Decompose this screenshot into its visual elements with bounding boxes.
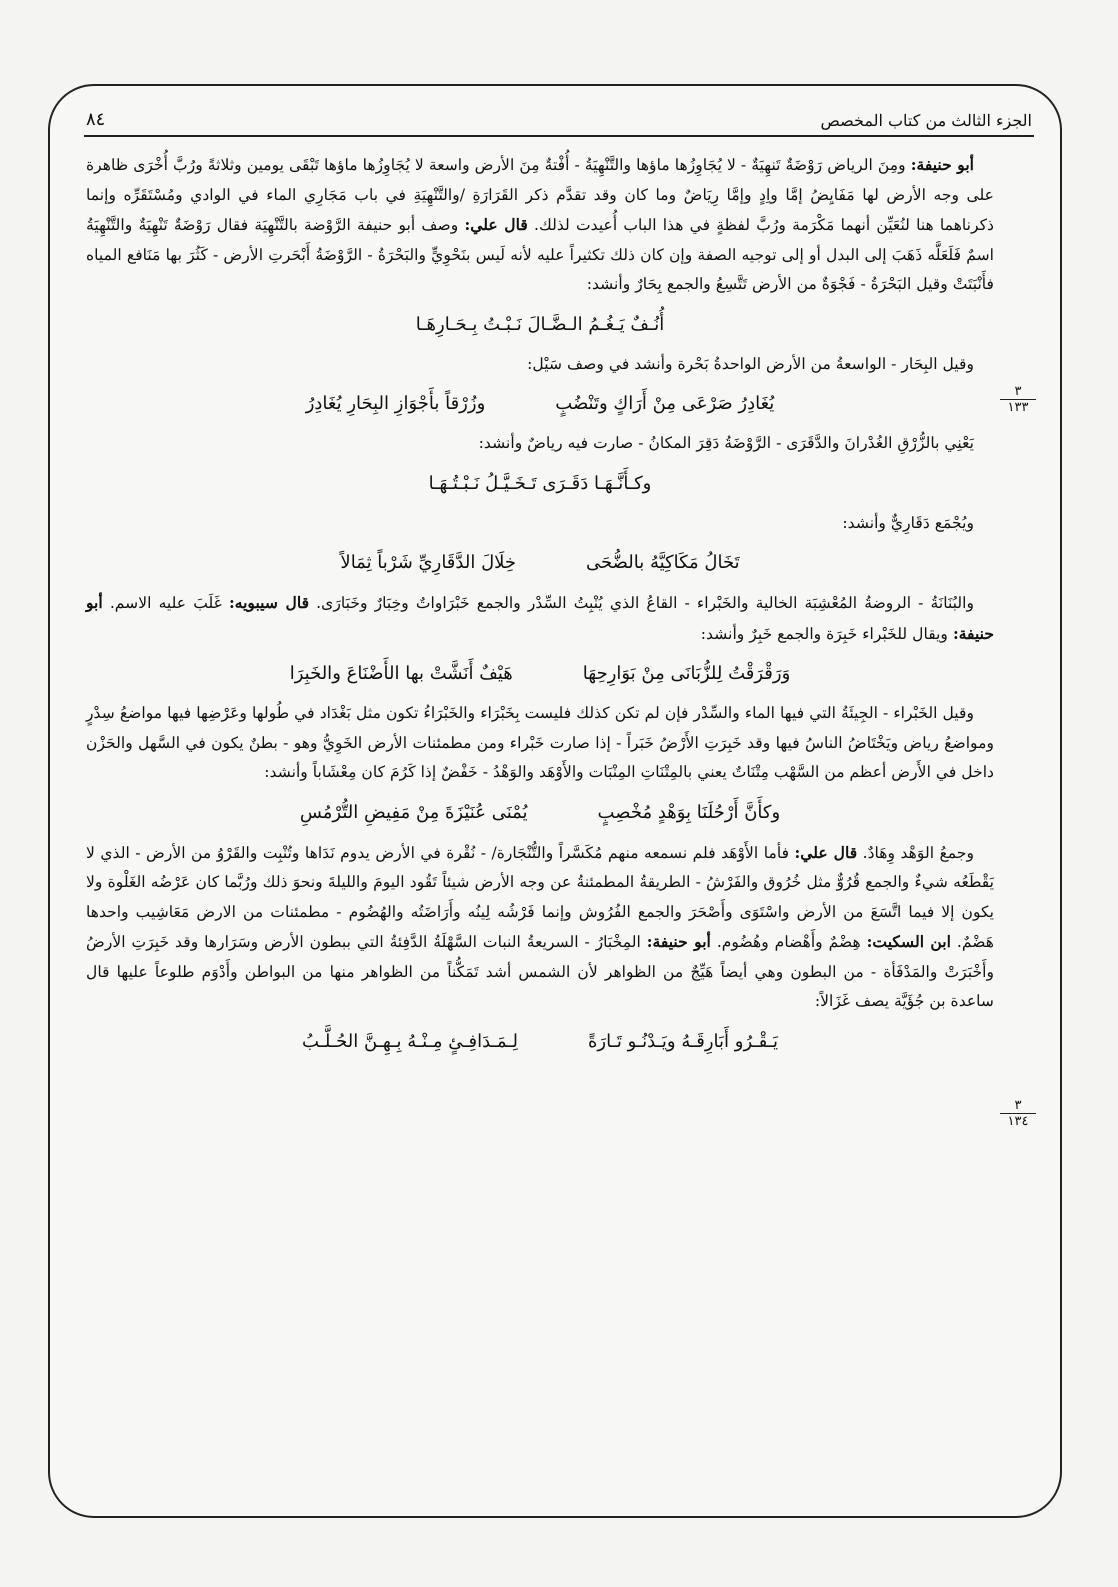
verse-3: وكـأَنَّـهَـا دَقَـرَى تَـخَـيَّـلُ نَـبْـتُـهَـا [428, 472, 652, 494]
margin-note-2 [1000, 1098, 1036, 1129]
verse-1: أُنُـفٌ يَـغُـمُ الـضَّـالَ نَـبْـتُ بِـحَـارِهَـا [415, 313, 665, 335]
verse-6 [86, 788, 994, 838]
speaker-label: قال علي: [794, 842, 858, 862]
verse-7 [86, 1017, 994, 1067]
verse-hemistich-second: وزُرْقاً بأَجْوَازِ البِحَارِ يُغَادِرُ [305, 393, 486, 414]
verse-hemistich-second: يُمْنَى عُنَيْزَةَ مِنْ مَفِيضِ التُّرْمُسِ [299, 801, 528, 823]
paragraph-2: وقيل البِحَار - الواسعةُ من الأرض الواحدةُ بَحْرة وأنشد في وصف سَيْل: [527, 354, 974, 373]
margin-note-2-top: ٣ [1000, 1098, 1036, 1114]
speaker-label: أبو حنيفة: [646, 932, 711, 951]
margin-note-1-bottom: ١٣٣ [1007, 400, 1029, 415]
paragraph-text: المِخْبَارُ - السريعةُ النبات السَّهْلَةُ الدَّفِئةُ التي ببطون الأرض وسَرَارها وقد خَبِرَتِ الأرضُ وأَخْبَرَتْ والمَدْفَأة - من البطون وهي أيضاً هَيِّجٌ من الظواهر لأن الشمس أشد تَمَكُّناً من الظواهر منها من البواطن وأَدْوَم طلوعاً عليها قال ساعدة بن جُؤَيَّة يصف غَزَالاً: [86, 933, 994, 1010]
margin-note-1-top: ٣ [1000, 384, 1036, 400]
page-body [86, 150, 994, 1067]
paragraph-text: غَلَبَ عليه الاسم. [109, 594, 222, 612]
speaker-label: قال سيبويه: [228, 593, 310, 612]
margin-note-2-bottom: ١٣٤ [1007, 1114, 1029, 1129]
paragraph-text: والبُنَانَةُ - الروضةُ المُعْشِبَة الخالية والخَبْراء - القاعُ الذي يُنْبِتُ السِّدْر والجمع خَبْرَاواتٌ وخِبَارٌ وخَبَارَى. [316, 594, 974, 612]
speaker-label: أبو حنيفة: [910, 155, 974, 174]
paragraph-text: ويقال للخَبْراء خَبِرَة والجمع خَبِرٌ وأنشد: [700, 624, 948, 643]
verse-2 [86, 379, 994, 429]
verse-hemistich-second: لِـمَـدَافِـئٍ مِـنْـهُ بِـهِـنَّ الحُـلَّـبُ [301, 1030, 518, 1052]
verse-hemistich-first: يُغَادِرُ صَرْعَى مِنْ أَرَاكٍ وتَنْضُبٍ [555, 393, 775, 414]
verse-4 [86, 538, 994, 588]
paragraph-5 [86, 588, 994, 649]
paragraph-text: هِضْمٌ وأَهْضام وهُضُوم. [716, 933, 861, 951]
paragraph-text: ومِنَ الرياض رَوْضَةٌ تَنهِيَةٌ - لا يُجَاوِزُها ماؤها والتَّنْهِيَةُ - أُفْتةٌ مِنَ الأرض واسعة لا يُجَاوِزُها ماؤها تَبْقَى يومين وثلاثةً ورُبَّ أُخْرَى ظاهرة على وجه الأرض لها مَفَايِضُ إمَّا واِدٍ وإمَّا رِيَاضٌ وما كان وقد تقدَّم ذكر القَرَارَةِ /والتَّنْهِيَةِ في باب مَجَارِي الماء في الوادي ومُسْتَقَرِّه وإنما ذكرناهما هنا لنُعَيِّن أنهما مَكْرَمة ورُبَّ لفظةٍ في هذا الباب أُعيدت لذلك. [86, 156, 994, 234]
header-divider [84, 135, 1034, 137]
running-title: الجزء الثالث من كتاب المخصص [820, 111, 1032, 130]
paragraph-text: وجمعُ الوَهْد وِهَادٌ. [862, 843, 974, 862]
verse-hemistich-first: وكأَنَّ أَرْحُلَنَا بِوَهْدٍ مُخْصِبٍ [597, 801, 781, 823]
paragraph-6: وقيل الخَبْراء - الجِيئَةُ التي فيها الماء والسِّدْر فإن لم تكن كذلك فليست بِخَبْرَاء والخَبْرَاءُ تكون مثل بَغْدَاد في طُولها وعَرْضِها فيها مواضعُ سِدْرٍ ومواضعُ رياض ويَخْتَاضُ الناسُ فيها وقد خَبِرَتِ الأَرْضُ خَبَراً - إذا صارت خَبْراء ومن مطمئنات الأرض الخَوِيُّ وهو - بطنٌ يكون في السَّهل والحَزْن داخل في الأَرض أعظم من السَّهْب مِتْنَاتٌ يعني بالمِتْنَاتِ المِنْبَات والأَوْهَد والوَهْدُ - خَفْضٌ إذا كَرُمَ كان مِعْشَاباً وأنشد: [86, 704, 994, 781]
speaker-label: قال علي: [464, 215, 528, 234]
paragraph-4: ويُجْمَع دَقَارِيٌّ وأنشد: [842, 513, 974, 532]
verse-hemistich-first: تَخَالُ مَكَاكِيَّهُ بالضُّحَى [586, 552, 740, 573]
page-header [86, 104, 1032, 130]
margin-note-1 [1000, 384, 1036, 415]
speaker-label: ابن السكيت: [866, 932, 951, 951]
verse-hemistich-second: خِلَالَ الدَّقَارِيِّ شَرْباً ثِمَالاً [340, 552, 517, 573]
speaker-label: أبو حنيفة: [86, 593, 994, 643]
verse-hemistich-first: وَرَقْرَقْتُ لِلزُّبَانَى مِنْ بَوَارِحِهَا [582, 663, 791, 684]
paragraph-7 [86, 838, 994, 1017]
verse-hemistich-second: هَيْفٌ أَنَشَّتْ بها الأَضْنَاعَ والخَبِرَا [289, 663, 513, 684]
verse-hemistich-first: يَـقْـرُو أَبَارِقَـهُ ويَـدْنُـو تَـارَةً [587, 1030, 779, 1052]
verse-5 [86, 649, 994, 699]
page-number: ٨٤ [86, 109, 106, 130]
paragraph-3: يَعْنِي بالزُّرْقِ الغُدْرانَ والدَّقَرَى - الرَّوْضَةُ دَقِرَ المكانُ - صارت فيه رياضٌ وأنشد: [478, 434, 974, 452]
paragraph-1 [86, 150, 994, 300]
paragraph-text: فأما الأَوْهَد فلم نسمعه منهم مُكَسَّراً والتُّنْجَارة/ - نُقْرة في الأرض يدوم نَدَاها وتُنْبِت والقَرْوُ من الأرض - الذي لا يَقْطَعُه شيءٌ والجمع قُرُوٌّ مثل خُرُوق والفَرْشُ - الطريقةُ المطمئنةُ عن وجه الأرض شيئاً تَقُود اليومَ والليلةَ ونحوَ ذلك ورُبَّما كان عَرْضُه الغَلْوة ولا يكون إلا فيما اتَّسَعَ من الأرض واسْتَوَى وأَصْحَرَ والجمع الفُرُوش وإنما فَرْشُه لِينُه وأَرَاضَتُه والهُضُوم - مطمئنات من الارض مَعَاشِيب واحدها هَضْمٌ. [86, 843, 994, 951]
paragraph-text: وصف أبو حنيفة الرَّوْضة بالتَّنْهِيَة فقال رَوْضَةٌ تَنْهِيَةٌ والتَّنْهِيَةُ اسمٌ فَلَعَلَّه ذَهَبَ إلى البدل أو إلى توجيه الصفة وإن كان ذلك تكثيراً عليه لأنه لَيس بنَحْوِيٍّ والبَحْرَةُ - الرَّوْضَةُ أَبْحَرتِ الأرض - كَثُرَ بها مَنَافع المياه فأَنْبَتَتْ وقيل البَحْرَةُ - فَجْوَةٌ من الأرض تَتَّسِعُ والجمع بِحَارٌ وأنشد: [86, 216, 994, 293]
